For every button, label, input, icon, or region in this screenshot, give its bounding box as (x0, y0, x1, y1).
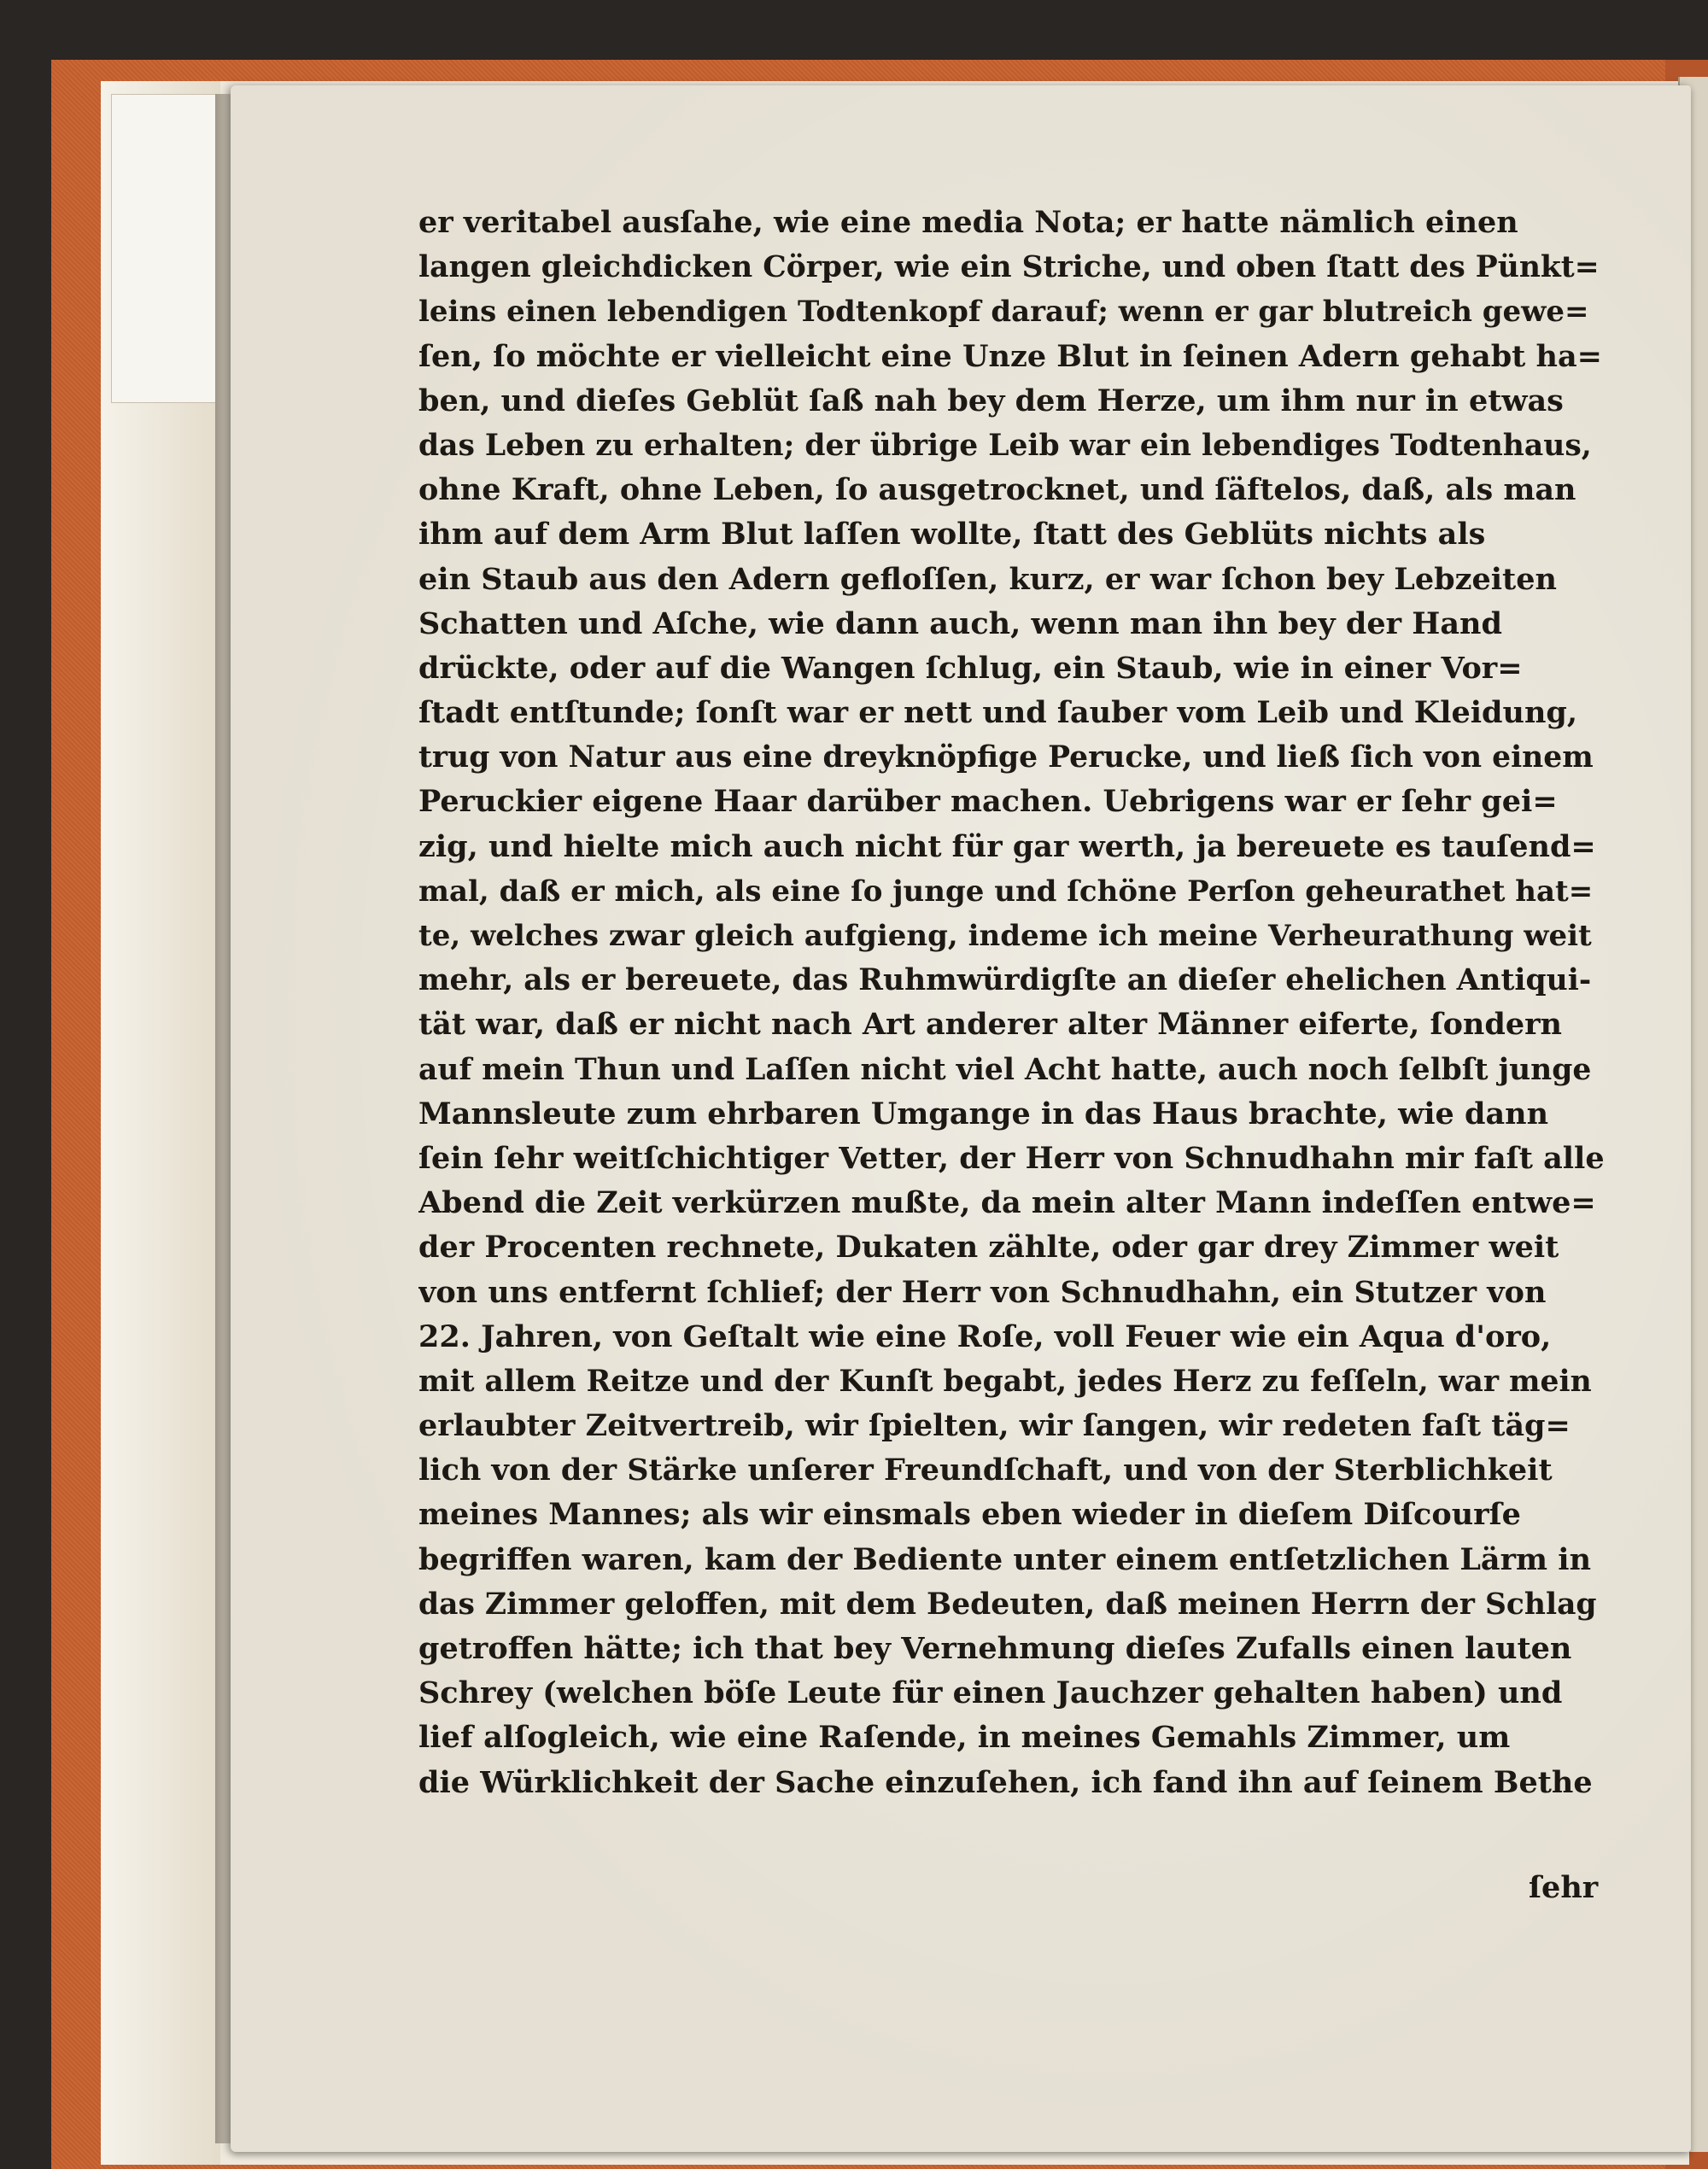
text-line: von uns entfernt ſchlief; der Herr von Schnudhahn, ein Stutzer von (418, 1274, 1547, 1310)
text-line: mal, daß er mich, als eine ſo junge und ſchöne Perſon geheurathet hat= (418, 874, 1594, 909)
text-line: Schatten und Aſche, wie dann auch, wenn man ihn bey der Hand (418, 605, 1502, 641)
text-line: das Zimmer geloffen, mit dem Bedeuten, daß meinen Herrn der Schlag (418, 1587, 1597, 1622)
text-line: ihm auf dem Arm Blut laſſen wollte, ſtatt des Geblüts nichts als (418, 517, 1486, 552)
paper-slip (111, 94, 232, 403)
text-line: auf mein Thun und Laſſen nicht viel Acht hatte, auch noch ſelbſt junge (418, 1052, 1592, 1087)
text-line: ein Staub aus den Adern gefloſſen, kurz, er war ſchon bey Lebzeiten (418, 561, 1557, 597)
text-line: Mannsleute zum ehrbaren Umgange in das Haus brachte, wie dann (418, 1096, 1549, 1131)
text-line: langen gleichdicken Cörper, wie ein Striche, und oben ſtatt des Pünkt= (418, 250, 1600, 285)
text-line: die Würklichkeit der Sache einzuſehen, ich fand ihn auf ſeinem Bethe (418, 1764, 1593, 1800)
text-line: Peruckier eigene Haar darüber machen. Uebrigens war er ſehr gei= (418, 784, 1558, 820)
text-line: leins einen lebendigen Todtenkopf darauf; wenn er gar blutreich gewe= (418, 295, 1589, 330)
text-line: tät war, daß er nicht nach Art anderer alter Männer eiferte, ſondern (418, 1007, 1563, 1043)
text-line: das Leben zu erhalten; der übrige Leib war ein lebendiges Todtenhaus, (418, 428, 1592, 463)
text-line: trug von Natur aus eine dreyknöpfige Perucke, und ließ ſich von einem (418, 740, 1594, 775)
body-text (418, 201, 1606, 1805)
text-line: ohne Kraft, ohne Leben, ſo ausgetrocknet, und ſäftelos, daß, als man (418, 472, 1576, 508)
text-line: erlaubter Zeitvertreib, wir ſpielten, wir ſangen, wir redeten faſt täg= (418, 1408, 1571, 1444)
text-line: mit allem Reitze und der Kunſt begabt, jedes Herz zu feſſeln, war mein (418, 1364, 1592, 1399)
text-line: ſen, ſo möchte er vielleicht eine Unze Blut in ſeinen Adern gehabt ha= (418, 338, 1602, 374)
text-line: te, welches zwar gleich aufgieng, indeme ich meine Verheurathung weit (418, 919, 1592, 953)
text-line: Schrey (welchen böſe Leute für einen Jauchzer gehalten haben) und (418, 1675, 1563, 1711)
text-line: begriffen waren, kam der Bediente unter einem entſetzlichen Lärm in (418, 1541, 1592, 1577)
text-line: getroffen hätte; ich that bey Vernehmung dieſes Zufalls einen lauten (418, 1631, 1572, 1666)
text-line: ſein ſehr weitſchichtiger Vetter, der Herr von Schnudhahn mir faſt alle (418, 1140, 1605, 1176)
text-line: drückte, oder auf die Wangen ſchlug, ein Staub, wie in einer Vor= (418, 650, 1523, 686)
text-line: Abend die Zeit verkürzen mußte, da mein alter Mann indeſſen entwe= (418, 1185, 1596, 1221)
catchword: ſehr (1529, 1870, 1599, 1905)
text-line: lief alſogleich, wie eine Raſende, in meines Gemahls Zimmer, um (418, 1720, 1511, 1756)
text-line: zig, und hielte mich auch nicht für gar werth, ja bereuete es tauſend= (418, 828, 1596, 864)
text-line: meines Mannes; als wir einsmals eben wieder in dieſem Diſcourſe (418, 1497, 1521, 1533)
text-line: er veritabel ausſahe, wie eine media Nota; er hatte nämlich einen (418, 205, 1518, 240)
text-line: ſtadt entſtunde; ſonſt war er nett und ſauber vom Leib und Kleidung, (418, 695, 1578, 731)
text-line: 22. Jahren, von Geſtalt wie eine Roſe, voll Feuer wie ein Aqua d'oro, (418, 1318, 1552, 1354)
text-line: lich von der Stärke unſerer Freundſchaft, und von der Sterblichkeit (418, 1453, 1553, 1488)
text-line: ben, und dieſes Geblüt ſaß nah bey dem Herze, um ihm nur in etwas (418, 383, 1564, 418)
text-line: mehr, als er bereuete, das Ruhmwürdigſte an dieſer ehelichen Antiqui- (418, 963, 1592, 998)
text-line: der Procenten rechnete, Dukaten zählte, oder gar drey Zimmer weit (418, 1230, 1559, 1266)
